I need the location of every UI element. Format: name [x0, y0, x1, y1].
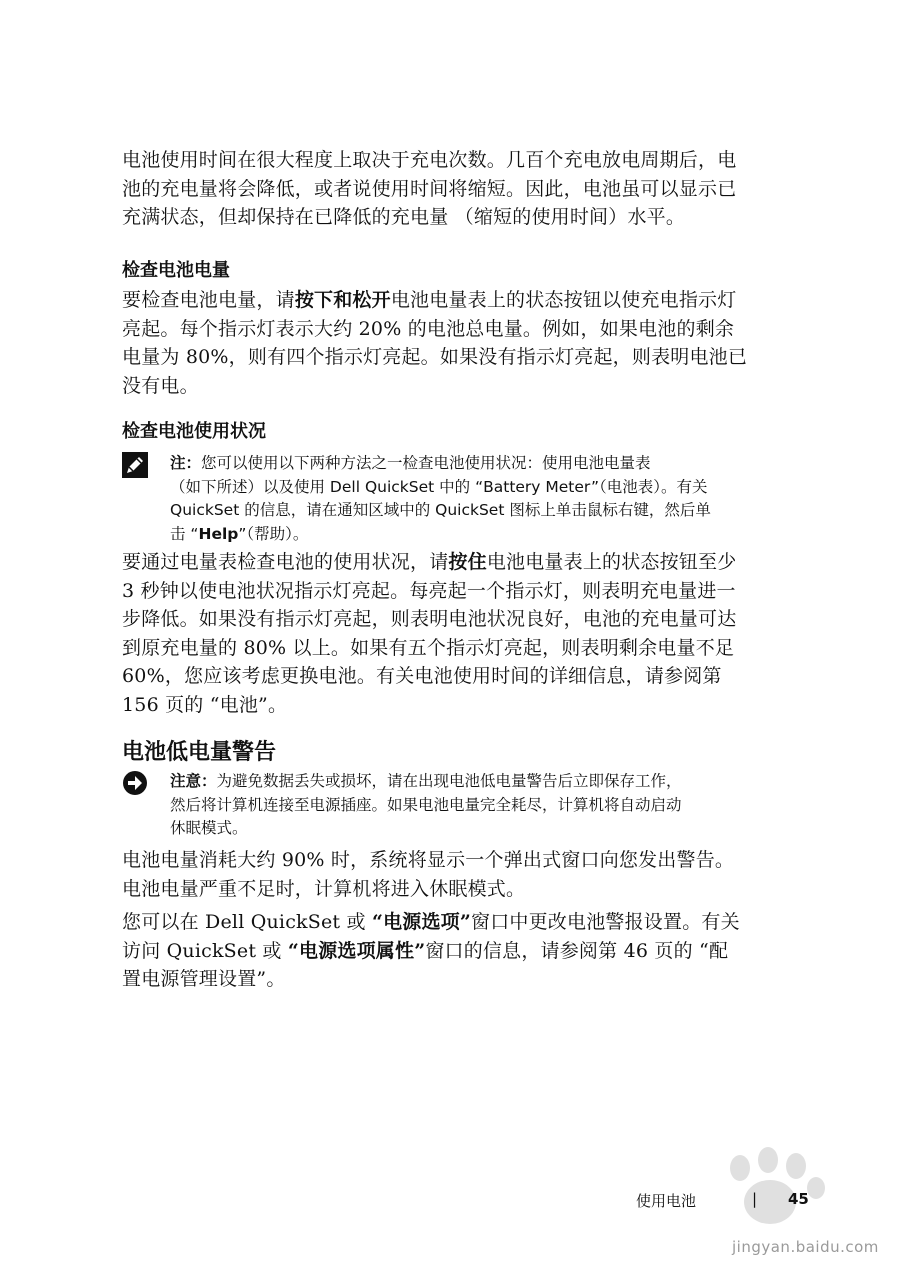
power-options-properties-emphasis: “电源选项属性” — [287, 939, 426, 962]
low-battery-p2-line-1 — [122, 911, 740, 933]
note-label: 注： — [170, 454, 202, 472]
note-line-2: （如下所述）以及使用 Dell QuickSet 中的 “Battery Meter”（电池表）。有关 — [170, 477, 708, 496]
caution-arrow-icon — [122, 770, 148, 796]
check-health-line-6: 156 页的 “电池”。 — [122, 693, 288, 716]
note-line-4 — [170, 525, 308, 543]
check-charge-line-1 — [122, 289, 736, 311]
note-line-1-text: 您可以使用以下两种方法之一检查电池使用状况：使用电池电量表 — [201, 454, 651, 472]
check-charge-line-1-post: 电池电量表上的状态按钮以使充电指示灯 — [390, 289, 737, 311]
footer-section-name: 使用电池 — [636, 1192, 697, 1210]
low-battery-p1-line-1: 电池电量消耗大约 90% 时，系统将显示一个弹出式窗口向您发出警告。 — [122, 849, 735, 871]
caution-line-3: 休眠模式。 — [170, 819, 248, 837]
check-health-line-1-pre: 要通过电量表检查电池的使用状况，请 — [122, 551, 449, 573]
low-battery-p2-line-1-pre: 您可以在 Dell QuickSet 或 — [122, 911, 372, 933]
heading-check-charge: 检查电池电量 — [122, 260, 230, 281]
check-health-paragraph — [122, 548, 812, 719]
note-line-4-pre: 击 “ — [170, 524, 199, 543]
note-block — [122, 450, 812, 550]
check-charge-paragraph — [122, 286, 812, 400]
check-health-line-5: 60%，您应该考虑更换电池。有关电池使用时间的详细信息，请参阅第 — [122, 665, 722, 687]
check-health-line-3: 步降低。如果没有指示灯亮起，则表明电池状况良好，电池的充电量可达 — [122, 608, 737, 630]
check-health-line-2: 3 秒钟以使电池状况指示灯亮起。每亮起一个指示灯，则表明充电量进一 — [122, 579, 736, 602]
note-line-1 — [170, 454, 651, 472]
note-text — [170, 452, 810, 546]
note-line-4-post: ”（帮助）。 — [238, 524, 309, 543]
low-battery-p2-line-2 — [122, 940, 728, 962]
low-battery-paragraph-2 — [122, 908, 812, 994]
low-battery-p2-line-2-pre: 访问 QuickSet 或 — [122, 939, 288, 962]
note-line-3: QuickSet 的信息，请在通知区域中的 QuickSet 图标上单击鼠标右键，然后单 — [170, 501, 711, 519]
check-health-line-1-post: 电池电量表上的状态按钮至少 — [486, 551, 737, 573]
power-options-emphasis: “电源选项” — [371, 911, 471, 933]
press-hold-emphasis: 按住 — [448, 551, 487, 573]
check-charge-line-1-pre: 要检查电池电量，请 — [122, 289, 295, 311]
footer-separator: | — [752, 1190, 758, 1208]
intro-paragraph — [122, 146, 812, 232]
low-battery-p1-line-2: 电池电量严重不足时，计算机将进入休眠模式。 — [122, 877, 526, 900]
low-battery-p2-line-2-post: 窗口的信息，请参阅第 46 页的 “配 — [425, 939, 729, 962]
low-battery-p2-line-1-post: 窗口中更改电池警报设置。有关 — [471, 911, 740, 933]
caution-label: 注意： — [170, 772, 217, 790]
check-health-line-1 — [122, 551, 736, 573]
press-release-emphasis: 按下和松开 — [294, 289, 391, 311]
caution-text — [170, 770, 810, 841]
check-charge-line-4: 没有电。 — [122, 374, 199, 397]
check-charge-line-2: 亮起。每个指示灯表示大约 20% 的电池总电量。例如，如果电池的剩余 — [122, 317, 735, 340]
help-emphasis: Help — [198, 524, 239, 543]
caution-line-1-text: 为避免数据丢失或损坏，请在出现电池低电量警告后立即保存工作， — [216, 772, 682, 790]
low-battery-paragraph-1 — [122, 846, 812, 903]
page-number: 45 — [788, 1190, 809, 1208]
low-battery-p2-line-3: 置电源管理设置”。 — [122, 968, 286, 990]
watermark-url: jingyan.baidu.com — [732, 1238, 879, 1256]
caution-line-2: 然后将计算机连接至电源插座。如果电池电量完全耗尽，计算机将自动启动 — [170, 795, 682, 814]
heading-check-health: 检查电池使用状况 — [122, 421, 266, 442]
check-charge-line-3: 电量为 80%，则有四个指示灯亮起。如果没有指示灯亮起，则表明电池已 — [122, 346, 748, 368]
intro-line-2: 池的充电量将会降低，或者说使用时间将缩短。因此，电池虽可以显示已 — [122, 177, 737, 200]
caution-block — [122, 768, 812, 844]
intro-line-3: 充满状态，但却保持在已降低的充电量 （缩短的使用时间）水平。 — [122, 206, 686, 228]
caution-line-1 — [170, 772, 682, 790]
check-health-line-4: 到原充电量的 80% 以上。如果有五个指示灯亮起，则表明剩余电量不足 — [122, 636, 735, 659]
pencil-note-icon — [122, 452, 148, 478]
intro-line-1: 电池使用时间在很大程度上取决于充电次数。几百个充电放电周期后，电 — [122, 149, 737, 171]
heading-low-battery: 电池低电量警告 — [122, 740, 277, 765]
